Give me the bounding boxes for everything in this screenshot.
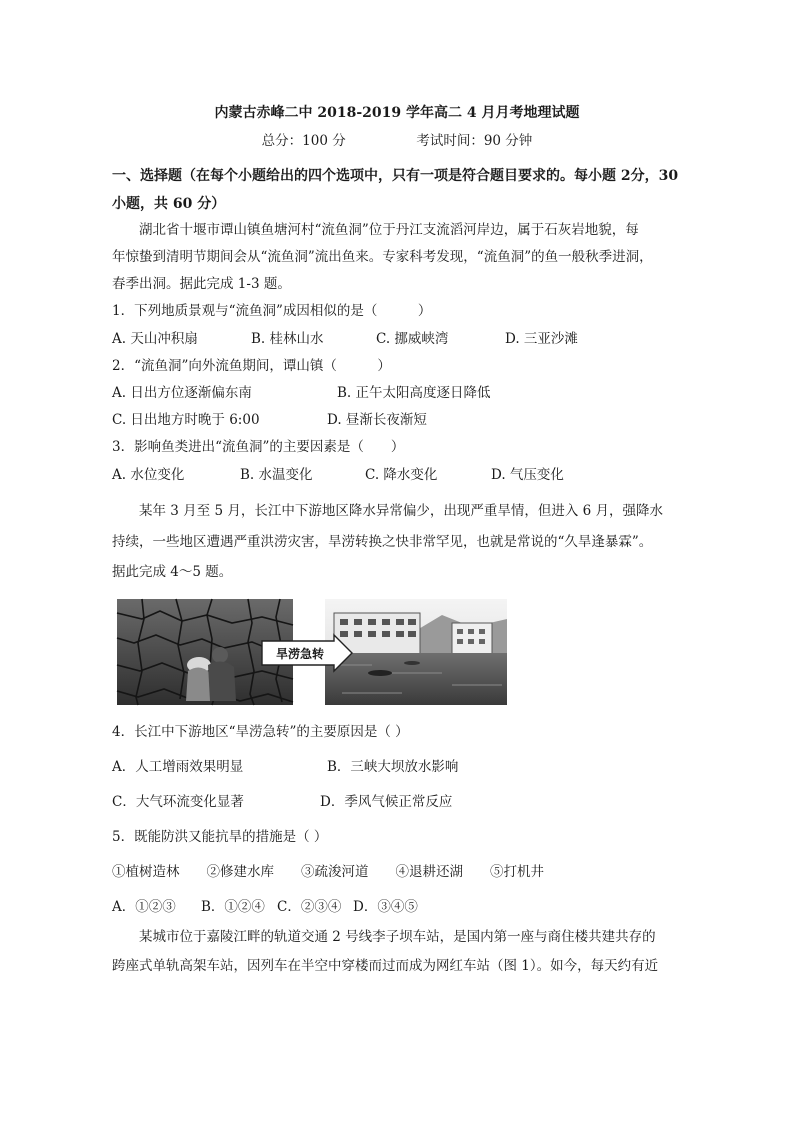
q5-choices: ①植树造林 ②修建水库 ③疏浚河道 ④退耕还湖 ⑤打机井 bbox=[112, 864, 544, 880]
q2-option-a: A. 日出方位逐渐偏东南 bbox=[112, 385, 252, 401]
q5-option-a: A．①②③ bbox=[112, 899, 176, 915]
q2-stem: 2．“流鱼洞”向外流鱼期间，谭山镇（ ） bbox=[112, 358, 391, 374]
passage3-line2: 跨座式单轨高架车站，因列车在半空中穿楼而过而成为网红车站（图 1）。如今，每天约有近 bbox=[112, 958, 659, 974]
q5-option-c: C．②③④ bbox=[277, 899, 342, 915]
exam-meta bbox=[0, 132, 794, 150]
q3-option-c: C. 降水变化 bbox=[365, 467, 438, 483]
q3-option-b: B. 水温变化 bbox=[240, 467, 313, 483]
drought-flood-figure bbox=[112, 593, 512, 710]
q4-stem: 4．长江中下游地区“旱涝急转”的主要原因是（ ） bbox=[112, 724, 409, 740]
passage1-line3: 春季出洞。据此完成 1-3 题。 bbox=[112, 276, 291, 292]
q1-option-c: C. 挪威峡湾 bbox=[376, 331, 449, 347]
q4-option-a: A．人工增雨效果明显 bbox=[112, 759, 244, 775]
flooded-building-photo bbox=[325, 599, 507, 705]
passage3-line1: 某城市位于嘉陵江畔的轨道交通 2 号线李子坝车站，是国内第一座与商住楼共建共存的 bbox=[139, 929, 656, 945]
q2-option-d: D. 昼渐长夜渐短 bbox=[327, 412, 427, 428]
total-score: 总分：100 分 bbox=[261, 133, 346, 149]
passage2-line2: 持续，一些地区遭遇严重洪涝灾害，旱涝转换之快非常罕见，也就是常说的“久旱逢暴霖”。 bbox=[112, 534, 653, 550]
passage1-line1: 湖北省十堰市谭山镇鱼塘河村“流鱼洞”位于丹江支流滔河岸边，属于石灰岩地貌，每 bbox=[139, 222, 639, 238]
q3-stem: 3．影响鱼类进出“流鱼洞”的主要因素是（ ） bbox=[112, 439, 405, 455]
q2-option-c: C. 日出地方时晚于 6:00 bbox=[112, 412, 260, 428]
passage2-line1: 某年 3 月至 5 月，长江中下游地区降水异常偏少，出现严重旱情，但进入 6 月，强降水 bbox=[139, 503, 664, 519]
section-heading-line2: 小题，共 60 分） bbox=[112, 196, 226, 212]
q5-option-d: D．③④⑤ bbox=[353, 899, 418, 915]
q4-option-d: D．季风气候正常反应 bbox=[320, 794, 453, 810]
section-heading-line1: 一、选择题（在每个小题给出的四个选项中，只有一项是符合题目要求的。每小题 2分，30 bbox=[112, 168, 679, 184]
q4-option-b: B．三峡大坝放水影响 bbox=[327, 759, 459, 775]
q1-option-a: A. 天山冲积扇 bbox=[112, 331, 198, 347]
passage2-line3: 据此完成 4～5 题。 bbox=[112, 564, 233, 580]
q5-stem: 5．既能防洪又能抗旱的措施是（ ） bbox=[112, 829, 328, 845]
q2-option-b: B. 正午太阳高度逐日降低 bbox=[337, 385, 491, 401]
passage1-line2: 年惊蛰到清明节期间会从“流鱼洞”流出鱼来。专家科考发现，“流鱼洞”的鱼一般秋季进洞， bbox=[112, 249, 653, 265]
q1-option-d: D. 三亚沙滩 bbox=[505, 331, 578, 347]
q1-option-b: B. 桂林山水 bbox=[251, 331, 324, 347]
arrow-label: 旱涝急转 bbox=[275, 647, 325, 661]
q5-option-b: B．①②④ bbox=[201, 899, 265, 915]
exam-title: 内蒙古赤峰二中 2018-2019 学年高二 4 月月考地理试题 bbox=[214, 105, 580, 121]
q3-option-a: A. 水位变化 bbox=[112, 467, 185, 483]
q4-option-c: C．大气环流变化显著 bbox=[112, 794, 244, 810]
exam-time: 考试时间：90 分钟 bbox=[416, 133, 533, 149]
q1-stem: 1．下列地质景观与“流鱼洞”成因相似的是（ ） bbox=[112, 303, 432, 319]
q3-option-d: D. 气压变化 bbox=[491, 467, 564, 483]
